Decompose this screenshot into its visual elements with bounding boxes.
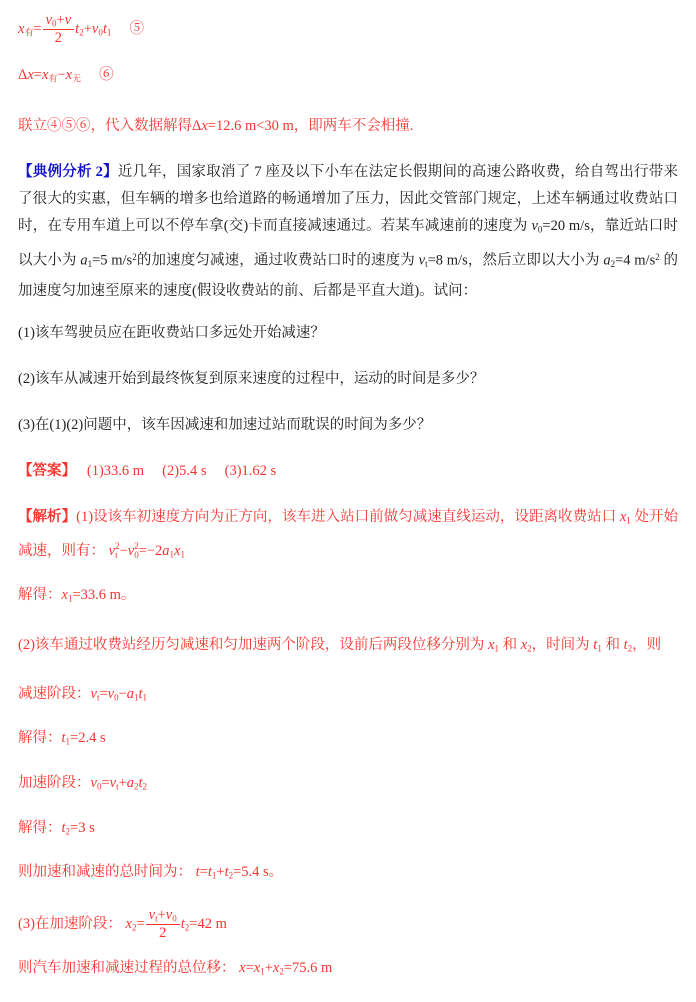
question-3: (3)在(1)(2)问题中，该车因减速和加速过站而耽误的时间为多少？ (18, 416, 432, 433)
part2-setup-line: (2)该车通过收费站经历匀减速和匀加速两个阶段，设前后两段位移分别为 x1 和 x2，时间为 t1 和 t2，则 (18, 637, 662, 654)
part3-accel-displacement-equation: (3)在加速阶段： x2= $\frac{vt+v0}{2}$ t2=42 m (18, 907, 227, 942)
no-collision-conclusion: 联立④⑤⑥，代入数据解得Δx=12.6 m<30 m，即两车不会相撞. (18, 118, 414, 135)
equation-5: x有= $\frac{v0+v}{2}$ t2+v0t1 ⑤ (18, 12, 144, 47)
total-displacement-line: 则汽车加速和减速过程的总位移： x=x1+x2=75.6 m (18, 959, 333, 977)
decel-phase-equation: 减速阶段：vt=v0−a1t1 (18, 685, 148, 703)
answer-line: 【答案】 (1)33.6 m (2)5.4 s (3)1.62 s (18, 462, 277, 479)
accel-phase-equation: 加速阶段：v0=vt+a2t2 (18, 775, 148, 792)
analysis-paragraph: 【解析】(1)设该车初速度方向为正方向，该车进入站口前做匀减速直线运动，设距离收费站口 x1 处开始减速，则有： v 2 t −v 2 0 =−2a1x1 (18, 508, 678, 561)
problem-statement: 【典例分析 2】近几年，国家取消了 7 座及以下小车在法定长假期间的高速公路收费，给自驾出行带来了很大的实惠，但车辆的增多也给道路的畅通增加了压力，因此交管部门规定，上述车辆通过收费站口时，在专用车道上可以不停车拿(交)卡而直接减速通过。若某车减速前的速度为 v0=20 m/s，靠近站口时以大小为 a1=5 $m/s^2$的加速度匀减速，通过收费站口时的速度为 vt=8 m/s，然后立即以大小为 a2=4 $m/s^2$ 的加速度匀加速至原来的速度(假设收费站的前、后都是平直大道)。试问： (18, 164, 678, 299)
solve-x1-line: 解得：x1=33.6 m。 (18, 587, 136, 604)
equation-6: Δx=x有−x无 ⑥ (18, 67, 114, 85)
total-time-line: 则加速和减速的总时间为： t=t1+t2=5.4 s。 (18, 864, 284, 882)
question-2: (2)该车从减速开始到最终恢复到原来速度的过程中，运动的时间是多少？ (18, 370, 485, 387)
solve-t2-line: 解得：t2=3 s (18, 819, 95, 837)
question-1: (1)该车驾驶员应在距收费站口多远处开始减速？ (18, 324, 325, 341)
solve-t1-line: 解得：t1=2.4 s (18, 730, 106, 748)
